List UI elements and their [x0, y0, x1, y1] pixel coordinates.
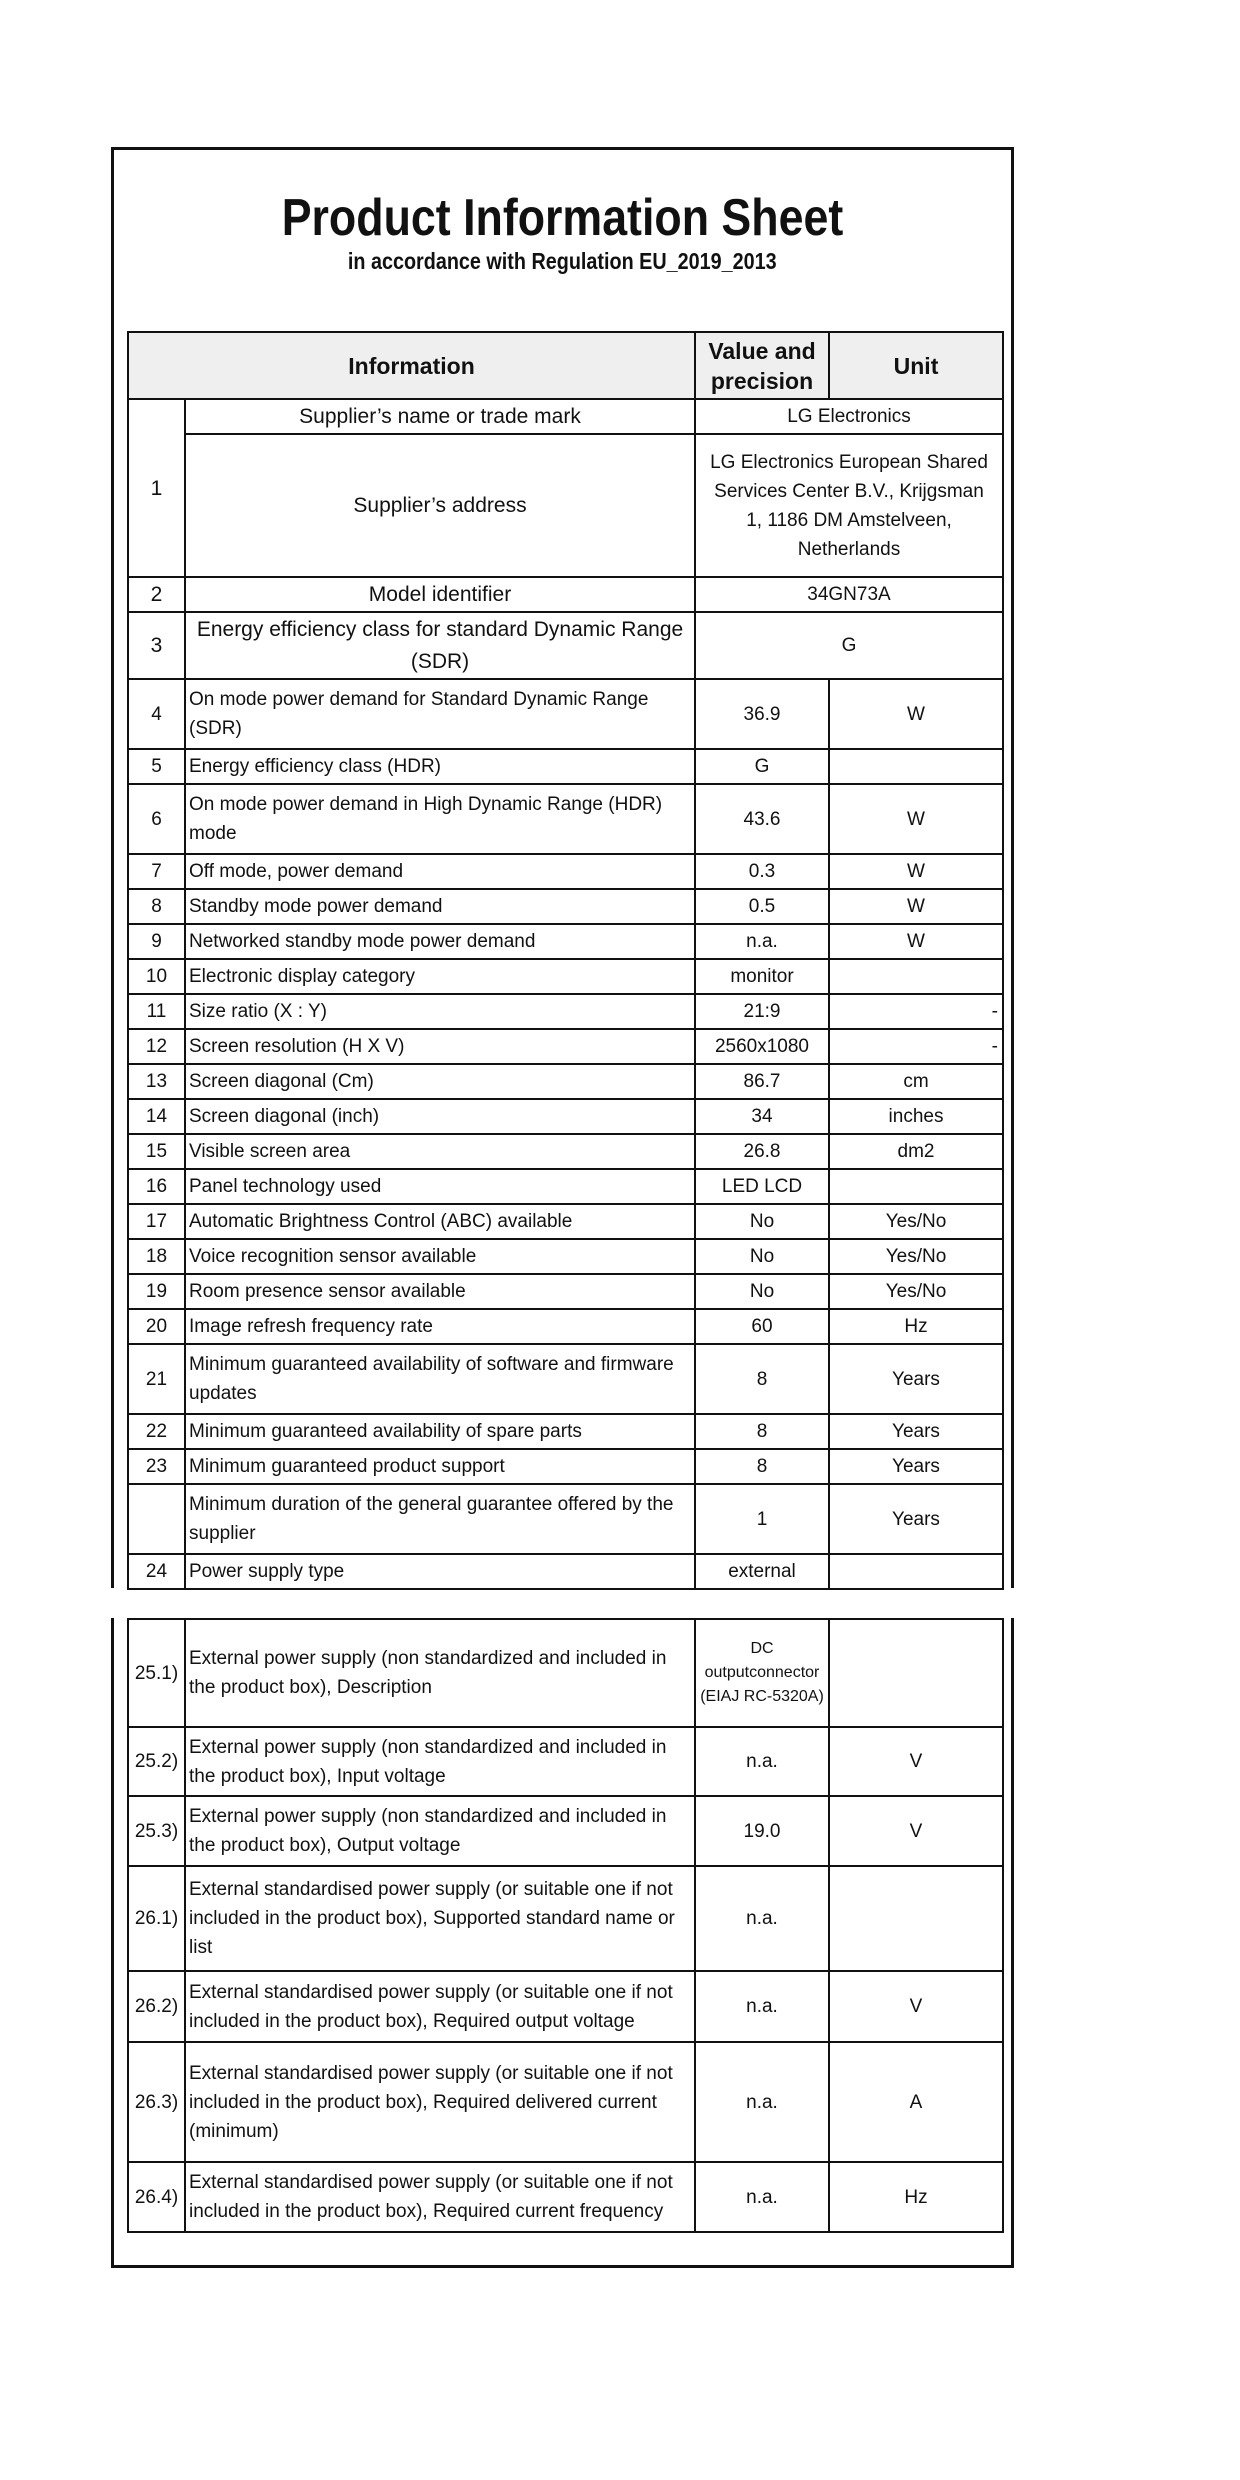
table-row: [128, 1309, 1003, 1344]
row-number: 25.2): [128, 1727, 185, 1796]
row-unit: Years: [829, 1414, 1003, 1449]
table-row: [128, 1866, 1003, 1971]
power-supply-table: [127, 1618, 1004, 2233]
row-label: Automatic Brightness Control (ABC) available: [185, 1204, 695, 1239]
table-row: [128, 612, 1003, 679]
row-unit: dm2: [829, 1134, 1003, 1169]
row-number: 1: [128, 399, 185, 577]
table-row: [128, 1274, 1003, 1309]
table-row: [128, 1099, 1003, 1134]
row-number: 15: [128, 1134, 185, 1169]
row-label: Supplier’s address: [185, 434, 695, 577]
row-value: 1: [695, 1484, 829, 1554]
row-value: 43.6: [695, 784, 829, 854]
table-row: [128, 1484, 1003, 1554]
page-subtitle: in accordance with Regulation EU_2019_2013: [347, 248, 777, 274]
row-number: 25.1): [128, 1619, 185, 1727]
row-number: 13: [128, 1064, 185, 1099]
table-row: [128, 1554, 1003, 1589]
row-value: 2560x1080: [695, 1029, 829, 1064]
row-number: 25.3): [128, 1796, 185, 1866]
row-value: n.a.: [695, 924, 829, 959]
row-unit: V: [829, 1971, 1003, 2042]
row-label: Size ratio (X : Y): [185, 994, 695, 1029]
row-value: n.a.: [695, 1727, 829, 1796]
table-row: [128, 1134, 1003, 1169]
row-unit: [829, 1619, 1003, 1727]
row-label: External power supply (non standardized and included in the product box), Output voltage: [185, 1796, 695, 1866]
row-label: Power supply type: [185, 1554, 695, 1589]
row-label: Screen diagonal (inch): [185, 1099, 695, 1134]
row-number: 3: [128, 612, 185, 679]
table-row: [128, 434, 1003, 577]
row-unit: [829, 1554, 1003, 1589]
row-label: Visible screen area: [185, 1134, 695, 1169]
row-number: 9: [128, 924, 185, 959]
row-number: 4: [128, 679, 185, 749]
table-row: [128, 577, 1003, 612]
row-value: external: [695, 1554, 829, 1589]
row-value: 34GN73A: [695, 577, 1003, 612]
row-number: 26.4): [128, 2162, 185, 2232]
row-value: 8: [695, 1344, 829, 1414]
table-row: [128, 749, 1003, 784]
table-row: [128, 399, 1003, 434]
row-label: On mode power demand for Standard Dynamic Range (SDR): [185, 679, 695, 749]
row-unit: Hz: [829, 2162, 1003, 2232]
row-value: n.a.: [695, 1971, 829, 2042]
row-number: 8: [128, 889, 185, 924]
table-row: [128, 1796, 1003, 1866]
row-unit: A: [829, 2042, 1003, 2162]
row-unit: Years: [829, 1344, 1003, 1414]
row-label: Energy efficiency class for standard Dynamic Range (SDR): [185, 612, 695, 679]
row-number: 11: [128, 994, 185, 1029]
row-value: 60: [695, 1309, 829, 1344]
row-value: 8: [695, 1449, 829, 1484]
frame-right-upper: [1011, 147, 1014, 1588]
row-number: 19: [128, 1274, 185, 1309]
row-unit: [829, 1169, 1003, 1204]
table-row: [128, 924, 1003, 959]
row-number: 16: [128, 1169, 185, 1204]
table-row: [128, 2042, 1003, 2162]
row-value: 21:9: [695, 994, 829, 1029]
row-number: 7: [128, 854, 185, 889]
table-row: [128, 1204, 1003, 1239]
row-value: 0.3: [695, 854, 829, 889]
row-number: 22: [128, 1414, 185, 1449]
row-label: Minimum guaranteed product support: [185, 1449, 695, 1484]
row-number: 2: [128, 577, 185, 612]
row-value: 8: [695, 1414, 829, 1449]
frame-bottom: [111, 2265, 1014, 2268]
row-number: 20: [128, 1309, 185, 1344]
row-value: monitor: [695, 959, 829, 994]
row-label: Model identifier: [185, 577, 695, 612]
row-label: Supplier’s name or trade mark: [185, 399, 695, 434]
row-unit: Yes/No: [829, 1274, 1003, 1309]
row-label: Electronic display category: [185, 959, 695, 994]
frame-left-upper: [111, 147, 114, 1588]
row-number: [128, 1484, 185, 1554]
row-unit: -: [829, 1029, 1003, 1064]
row-number: 6: [128, 784, 185, 854]
table-row: [128, 1414, 1003, 1449]
row-label: Off mode, power demand: [185, 854, 695, 889]
row-value: No: [695, 1274, 829, 1309]
row-label: Networked standby mode power demand: [185, 924, 695, 959]
row-value: LED LCD: [695, 1169, 829, 1204]
row-unit: Hz: [829, 1309, 1003, 1344]
table-row: [128, 994, 1003, 1029]
row-unit: Yes/No: [829, 1239, 1003, 1274]
row-label: Image refresh frequency rate: [185, 1309, 695, 1344]
page-title: Product Information Sheet: [281, 189, 843, 247]
row-label: External standardised power supply (or suitable one if not included in the product box), Supported standard name or list: [185, 1866, 695, 1971]
row-number: 5: [128, 749, 185, 784]
row-value: DC outputconnector (EIAJ RC-5320A): [695, 1619, 829, 1727]
row-value: LG Electronics: [695, 399, 1003, 434]
table-row: [128, 2162, 1003, 2232]
row-number: 10: [128, 959, 185, 994]
row-label: External power supply (non standardized and included in the product box), Description: [185, 1619, 695, 1727]
row-value: n.a.: [695, 2042, 829, 2162]
row-unit: W: [829, 924, 1003, 959]
row-label: Energy efficiency class (HDR): [185, 749, 695, 784]
row-value: 36.9: [695, 679, 829, 749]
table-row: [128, 1727, 1003, 1796]
table-row: [128, 1619, 1003, 1727]
row-unit: [829, 749, 1003, 784]
row-number: 24: [128, 1554, 185, 1589]
row-label: Room presence sensor available: [185, 1274, 695, 1309]
row-label: Minimum guaranteed availability of spare parts: [185, 1414, 695, 1449]
table-row: [128, 1449, 1003, 1484]
row-label: Screen resolution (H X V): [185, 1029, 695, 1064]
table-row: [128, 1971, 1003, 2042]
column-header-unit: Unit: [829, 332, 1003, 399]
row-value: No: [695, 1204, 829, 1239]
table-row: [128, 854, 1003, 889]
row-unit: Years: [829, 1449, 1003, 1484]
row-number: 18: [128, 1239, 185, 1274]
table-row: [128, 679, 1003, 749]
row-value: G: [695, 612, 1003, 679]
row-number: 21: [128, 1344, 185, 1414]
row-unit: cm: [829, 1064, 1003, 1099]
row-unit: W: [829, 889, 1003, 924]
row-value: 34: [695, 1099, 829, 1134]
table-row: [128, 1344, 1003, 1414]
row-value: LG Electronics European Shared Services Center B.V., Krijgsman 1, 1186 DM Amstelveen, Netherlands: [695, 434, 1003, 577]
row-number: 26.1): [128, 1866, 185, 1971]
frame-top: [111, 147, 1014, 150]
row-unit: V: [829, 1727, 1003, 1796]
row-value: G: [695, 749, 829, 784]
frame-left-lower: [111, 1618, 114, 2268]
frame-right-lower: [1011, 1618, 1014, 2268]
row-number: 26.3): [128, 2042, 185, 2162]
row-label: On mode power demand in High Dynamic Range (HDR) mode: [185, 784, 695, 854]
table-row: [128, 1029, 1003, 1064]
row-value: 86.7: [695, 1064, 829, 1099]
row-label: Panel technology used: [185, 1169, 695, 1204]
row-value: 0.5: [695, 889, 829, 924]
row-unit: -: [829, 994, 1003, 1029]
row-label: Voice recognition sensor available: [185, 1239, 695, 1274]
row-label: Screen diagonal (Cm): [185, 1064, 695, 1099]
table-row: [128, 784, 1003, 854]
table-row: [128, 1064, 1003, 1099]
column-header-information: Information: [128, 332, 695, 399]
row-label: External standardised power supply (or suitable one if not included in the product box), Required current frequency: [185, 2162, 695, 2232]
row-label: External power supply (non standardized and included in the product box), Input voltage: [185, 1727, 695, 1796]
row-number: 23: [128, 1449, 185, 1484]
table-header-row: [128, 332, 1003, 399]
table-row: [128, 1169, 1003, 1204]
row-unit: inches: [829, 1099, 1003, 1134]
row-unit: W: [829, 784, 1003, 854]
product-info-table: [127, 331, 1004, 1590]
row-label: Standby mode power demand: [185, 889, 695, 924]
row-label: Minimum duration of the general guarantee offered by the supplier: [185, 1484, 695, 1554]
row-unit: Years: [829, 1484, 1003, 1554]
row-value: No: [695, 1239, 829, 1274]
row-value: 19.0: [695, 1796, 829, 1866]
row-number: 12: [128, 1029, 185, 1064]
table-row: [128, 959, 1003, 994]
row-unit: W: [829, 854, 1003, 889]
row-unit: W: [829, 679, 1003, 749]
row-label: External standardised power supply (or suitable one if not included in the product box), Required output voltage: [185, 1971, 695, 2042]
row-label: Minimum guaranteed availability of software and firmware updates: [185, 1344, 695, 1414]
row-label: External standardised power supply (or suitable one if not included in the product box), Required delivered current (minimum): [185, 2042, 695, 2162]
row-number: 26.2): [128, 1971, 185, 2042]
row-unit: Yes/No: [829, 1204, 1003, 1239]
table-row: [128, 1239, 1003, 1274]
row-number: 14: [128, 1099, 185, 1134]
row-value: n.a.: [695, 2162, 829, 2232]
row-value: n.a.: [695, 1866, 829, 1971]
column-header-value: Value and precision: [695, 332, 829, 399]
table-row: [128, 889, 1003, 924]
row-unit: [829, 959, 1003, 994]
row-unit: [829, 1866, 1003, 1971]
row-unit: V: [829, 1796, 1003, 1866]
row-value: 26.8: [695, 1134, 829, 1169]
row-number: 17: [128, 1204, 185, 1239]
